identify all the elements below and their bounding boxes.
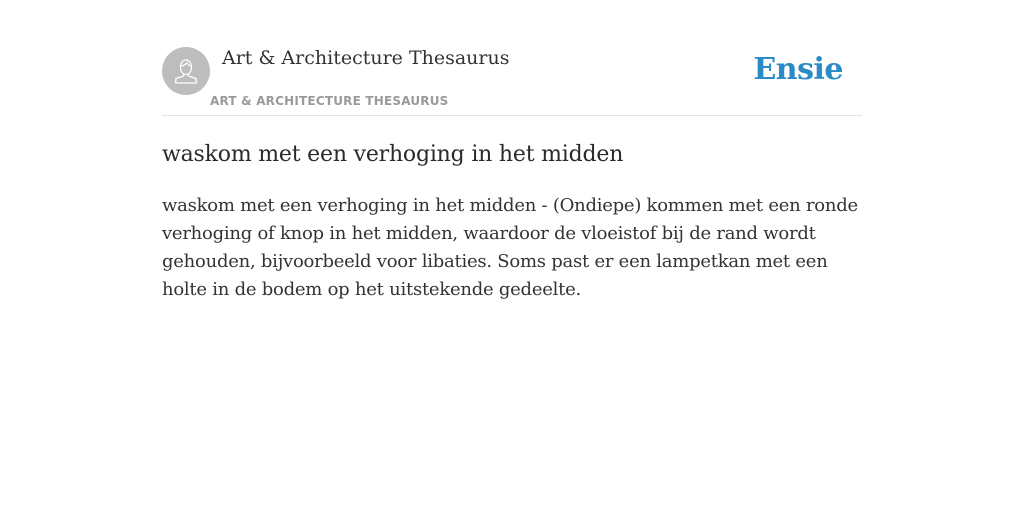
- ensie-logo[interactable]: Ensie: [753, 52, 843, 87]
- author-subtitle[interactable]: ART & ARCHITECTURE THESAURUS: [210, 94, 449, 108]
- content-container: [162, 0, 862, 300]
- article-title: waskom met een verhoging in het midden: [162, 142, 624, 167]
- article-body: waskom met een verhoging in het midden - (Ondiepe) kommen met een ronde verhoging of knop in het midden, waardoor de vloeistof bij de rand wordt gehouden, bijvoorbeeld voor libaties. Soms past er een lampetkan met een holte in de bodem op het uitstekende gedeelte.: [162, 195, 858, 300]
- author-name[interactable]: Art & Architecture Thesaurus: [222, 47, 510, 69]
- user-avatar-icon: [171, 56, 201, 86]
- avatar[interactable]: [162, 47, 210, 95]
- header: [162, 0, 862, 116]
